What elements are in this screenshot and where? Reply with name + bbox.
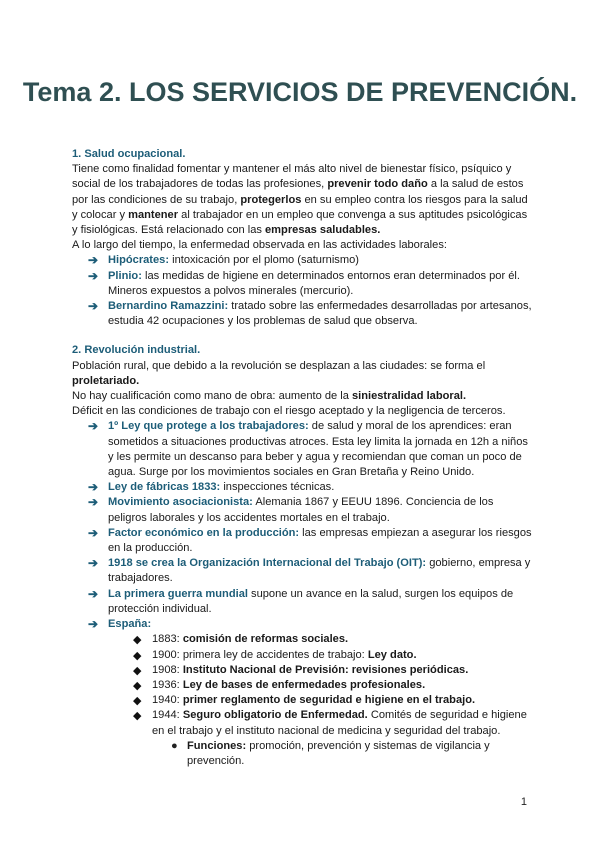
timeline-bold: Seguro obligatorio de Enfermedad. [182, 709, 368, 722]
section-1-heading: 1. Salud ocupacional. [72, 148, 186, 160]
timeline-rest: Comités de seguridad e higiene en el trabajo y el instituto nacional de medicina y seguridad del trabajo. [152, 709, 527, 737]
item-label: Factor económico en la producción: [108, 526, 300, 539]
list-item [88, 480, 532, 495]
item-label: España: [108, 618, 152, 631]
arrow-icon: ➔ [88, 617, 99, 632]
funciones-text: promoción, prevención y sistemas de vigilancia y prevención. [187, 739, 490, 767]
document-body [72, 147, 532, 769]
arrow-icon: ➔ [88, 525, 99, 540]
list-item [171, 739, 532, 769]
section-1-history-intro: A lo largo del tiempo, la enfermedad observada en las actividades laborales: [72, 239, 447, 252]
timeline-year: 1940: [152, 694, 183, 707]
diamond-icon: ◆ [133, 649, 142, 662]
arrow-icon: ➔ [88, 419, 99, 434]
diamond-icon: ◆ [133, 710, 142, 723]
timeline-year: 1900: primera ley de accidentes de trabajo: [152, 648, 368, 661]
item-label: Bernardino Ramazzini: [108, 300, 229, 313]
diamond-icon: ◆ [133, 664, 142, 677]
item-text: gobierno, empresa y trabajadores. [108, 557, 531, 585]
item-text: supone un avance en la salud, surgen los equipos de protección individual. [108, 587, 514, 615]
text-run: No hay cualificación como mano de obra: aumento de la [72, 390, 352, 403]
arrow-icon: ➔ [88, 586, 99, 601]
arrow-icon: ➔ [88, 480, 99, 495]
list-item [88, 268, 532, 299]
text-run: Población rural, que debido a la revolución se desplazan a las ciudades: se forma el [72, 359, 486, 372]
text-run: al trabajador en un empleo que convenga a sus aptitudes psicológicas y fisiológicas. Está relacionado con las [72, 208, 528, 237]
item-label: 1º Ley que protege a los trabajadores: [108, 420, 309, 433]
emphasis: empresas saludables. [265, 224, 381, 237]
timeline-year: 1883: [152, 633, 183, 646]
list-item [88, 525, 532, 556]
timeline-bold: Ley dato. [367, 648, 417, 661]
timeline-item [133, 708, 532, 769]
title-text: Tema 2. LOS SERVICIOS DE PREVENCIÓN. [22, 77, 578, 107]
list-item [88, 556, 532, 586]
timeline-item [133, 632, 532, 647]
section-2-para-1 [72, 359, 532, 389]
list-item [88, 495, 532, 525]
item-label: Plinio: [108, 269, 142, 282]
item-label: La primera guerra mundial [108, 587, 248, 600]
item-text: las medidas de higiene en determinados entornos eran determinados por él. Mineros expuestos a polvos minerales (mercurio). [108, 269, 520, 297]
text-run: Tiene como finalidad fomentar y mantener el más alto nivel de bienestar físico, psíquico y social de los trabajadores de todas las profesiones, [72, 163, 512, 191]
emphasis: protegerlos [240, 193, 302, 206]
arrow-icon: ➔ [88, 268, 99, 283]
section-2-list [72, 419, 532, 769]
item-label: 1918 se crea la Organización Internacional del Trabajo (OIT): [108, 557, 427, 570]
emphasis: proletariado. [72, 374, 140, 387]
timeline-item [133, 678, 532, 693]
timeline-bold: Instituto Nacional de Previsión: revisiones periódicas. [182, 663, 469, 676]
dot-icon: ● [171, 739, 178, 752]
section-spacer [72, 329, 532, 343]
diamond-icon: ◆ [133, 679, 142, 692]
item-label: Hipócrates: [108, 254, 170, 267]
timeline-bold: comisión de reformas sociales. [182, 633, 349, 646]
timeline-year: 1944: [152, 709, 183, 722]
timeline-item [133, 648, 532, 663]
section-1-list [72, 253, 532, 329]
diamond-icon: ◆ [133, 695, 142, 708]
item-text: de salud y moral de los aprendices: eran sometidos a situaciones productivas atroces. Esta ley limita la jornada en 12h a niños y les permite un descanso para beber y agua y recomiendan que coman un poco de agua. Surge por los movimientos sociales en Gran Bretaña y Reino Unido. [108, 420, 528, 479]
emphasis: mantener [128, 208, 179, 221]
timeline-bold: primer reglamento de seguridad e higiene en el trabajo. [182, 694, 476, 707]
text-run: en su empleo contra los riesgos para la salud y colocar y [72, 193, 528, 221]
funciones-label: Funciones: [187, 739, 247, 752]
arrow-icon: ➔ [88, 556, 99, 571]
timeline-item [133, 693, 532, 708]
item-text: inspecciones técnicas. [220, 481, 335, 494]
item-text: Alemania 1867 y EEUU 1896. Conciencia de los peligros laborales y los accidentes mortales en el trabajo. [108, 496, 494, 524]
list-item [88, 419, 532, 480]
section-2-para-3: Déficit en las condiciones de trabajo con el riesgo aceptado y la negligencia de terceros. [72, 405, 506, 418]
timeline-bold: Ley de bases de enfermedades profesionales. [182, 678, 426, 691]
page-number: 1 [520, 796, 527, 808]
item-text: intoxicación por el plomo (saturnismo) [169, 254, 359, 267]
emphasis: prevenir todo daño [327, 178, 428, 191]
item-text: tratado sobre las enfermedades desarrolladas por artesanos, estudia 42 ocupaciones y los problemas de salud que observa. [108, 300, 532, 328]
emphasis: siniestralidad laboral. [351, 390, 467, 403]
list-item-espana [88, 617, 532, 769]
list-item [88, 299, 532, 329]
section-2-heading: 2. Revolución industrial. [72, 344, 201, 357]
spain-timeline [108, 632, 532, 769]
section-2-para-2 [72, 389, 532, 404]
arrow-icon: ➔ [88, 299, 99, 314]
page-title [0, 74, 600, 110]
funciones-list [152, 739, 532, 769]
timeline-year: 1908: [152, 663, 183, 676]
item-text: las empresas empiezan a asegurar los riesgos en la producción. [108, 526, 532, 555]
list-item [88, 253, 532, 268]
diamond-icon: ◆ [133, 634, 142, 647]
item-label: Movimiento asociacionista: [108, 496, 253, 509]
section-1-intro [72, 162, 532, 238]
timeline-item [133, 663, 532, 678]
arrow-icon: ➔ [88, 495, 99, 510]
list-item [88, 586, 532, 617]
item-label: Ley de fábricas 1833: [108, 481, 221, 494]
arrow-icon: ➔ [88, 253, 99, 268]
timeline-year: 1936: [152, 678, 183, 691]
text-run: a la salud de estos por las condiciones de su trabajo, [72, 178, 524, 206]
